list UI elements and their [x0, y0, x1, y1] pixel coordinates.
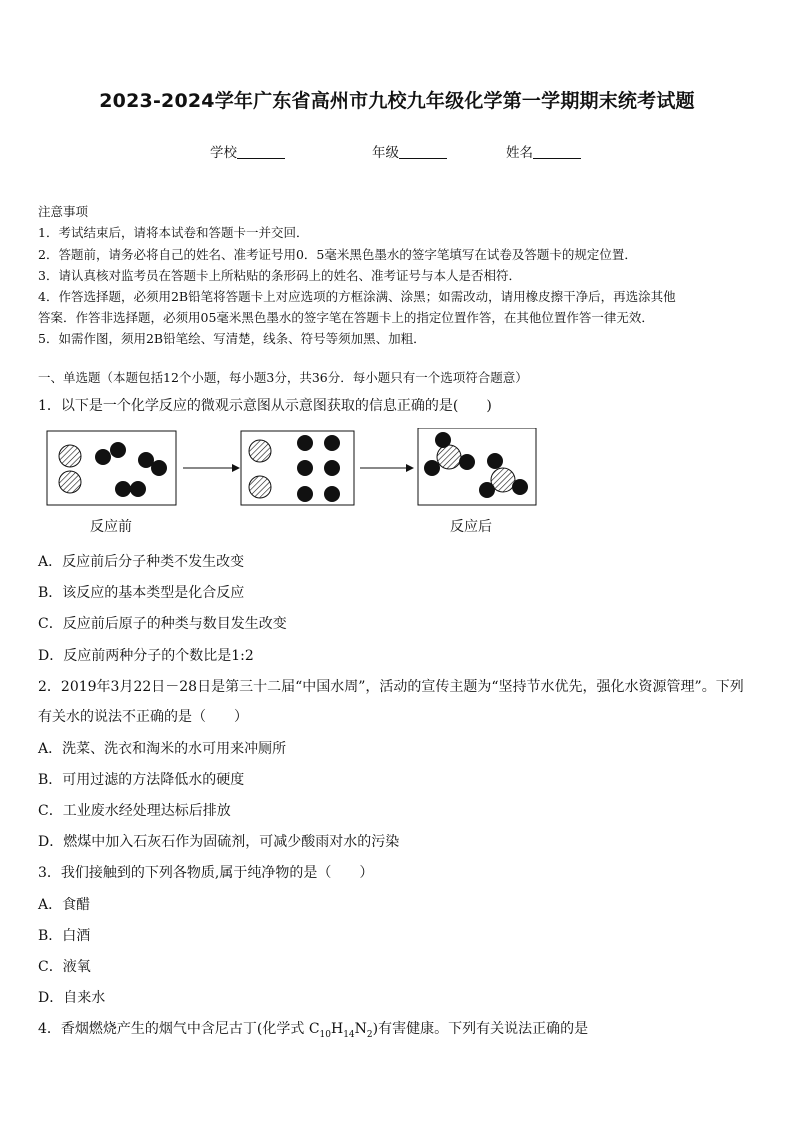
subscript: 14 — [343, 1029, 355, 1040]
subscript: 2 — [366, 1029, 373, 1040]
element-symbol: H — [330, 1021, 344, 1037]
q4-stem-start: 4．香烟燃烧产生的烟气中含尼古丁(化学式 C — [38, 1021, 320, 1037]
black-atom — [424, 460, 440, 476]
grade-blank[interactable] — [399, 144, 447, 159]
black-atom — [324, 460, 340, 476]
option-a[interactable]: A．反应前后分子种类不发生改变 — [38, 554, 245, 570]
grade-field — [372, 141, 447, 161]
option-b[interactable]: B．可用过滤的方法降低水的硬度 — [38, 772, 245, 788]
grade-label: 年级 — [372, 145, 399, 161]
arrow-head-icon — [406, 464, 414, 472]
option-a[interactable]: A．洗菜、洗衣和淘米的水可用来冲厕所 — [38, 741, 287, 757]
option-a[interactable]: A．食醋 — [38, 897, 91, 913]
option-c[interactable]: C．反应前后原子的种类与数目发生改变 — [38, 616, 287, 632]
notice-heading: 注意事项 — [38, 204, 89, 219]
black-atom — [459, 454, 475, 470]
hatched-atom — [59, 445, 81, 467]
subscript: 10 — [319, 1029, 331, 1040]
black-atom — [479, 482, 495, 498]
black-atom — [324, 435, 340, 451]
element-symbol: N — [354, 1021, 367, 1037]
notice-item: 5．如需作图，须用2B铅笔绘、写清楚，线条、符号等须加黑、加粗． — [38, 331, 426, 346]
black-atom — [297, 435, 313, 451]
option-d[interactable]: D．燃煤中加入石灰石作为固硫剂，可减少酸雨对水的污染 — [38, 834, 400, 850]
black-atom — [151, 460, 167, 476]
hatched-atom — [59, 471, 81, 493]
question-stem: 1．以下是一个化学反应的微观示意图从示意图获取的信息正确的是( ) — [38, 398, 492, 414]
section-heading: 一、单选题（本题包括12个小题，每小题3分，共36分．每小题只有一个选项符合题意） — [38, 370, 528, 385]
option-b[interactable]: B．该反应的基本类型是化合反应 — [38, 585, 245, 601]
school-label: 学校 — [210, 145, 237, 161]
black-atom — [130, 481, 146, 497]
q4-stem-end: )有害健康。下列有关说法正确的是 — [372, 1021, 589, 1037]
option-c[interactable]: C．液氧 — [38, 959, 91, 975]
question-stem: 2．2019年3月22日－28日是第三十二届“中国水周”，活动的宣传主题为“坚持节水优先，强化水资源管理”。下列 — [38, 679, 744, 695]
black-atom — [297, 460, 313, 476]
question-stem — [38, 1018, 588, 1040]
black-atom — [435, 432, 451, 448]
name-blank[interactable] — [533, 144, 581, 159]
label-after: 反应后 — [450, 519, 492, 535]
notice-item: 答案．作答非选择题，必须用05毫米黑色墨水的签字笔在答题卡上的指定位置作答，在其他位置作答一律无效． — [38, 310, 654, 325]
option-b[interactable]: B．白酒 — [38, 928, 91, 944]
notice-item: 2．答题前，请务必将自己的姓名、准考证号用0．5毫米黑色墨水的签字笔填写在试卷及答题卡的规定位置． — [38, 247, 637, 262]
school-blank[interactable] — [237, 144, 285, 159]
arrow-head-icon — [232, 464, 240, 472]
black-atom — [512, 479, 528, 495]
black-atom — [115, 481, 131, 497]
black-atom — [487, 453, 503, 469]
option-c[interactable]: C．工业废水经处理达标后排放 — [38, 803, 231, 819]
notice-item: 3．请认真核对监考员在答题卡上所粘贴的条形码上的姓名、准考证号与本人是否相符． — [38, 268, 521, 283]
name-field — [506, 141, 581, 161]
label-before: 反应前 — [90, 519, 132, 535]
question-stem-cont: 有关水的说法不正确的是（ ） — [38, 709, 248, 725]
option-d[interactable]: D．自来水 — [38, 990, 106, 1006]
notice-item: 4．作答选择题，必须用2B铅笔将答题卡上对应选项的方框涂满、涂黑；如需改动，请用橡皮擦干净后，再选涂其他 — [38, 289, 676, 304]
school-field — [210, 141, 285, 161]
black-atom — [110, 442, 126, 458]
page-title: 2023-2024学年广东省高州市九校九年级化学第一学期期末统考试题 — [99, 90, 695, 112]
hatched-atom — [249, 476, 271, 498]
question-stem: 3．我们接触到的下列各物质,属于纯净物的是（ ） — [38, 865, 374, 881]
reaction-diagram — [46, 428, 546, 510]
black-atom — [95, 449, 111, 465]
option-d[interactable]: D．反应前两种分子的个数比是1:2 — [38, 648, 254, 664]
black-atom — [297, 486, 313, 502]
notice-item: 1．考试结束后，请将本试卷和答题卡一并交回． — [38, 225, 309, 240]
hatched-atom — [437, 445, 461, 469]
hatched-atom — [249, 440, 271, 462]
name-label: 姓名 — [506, 145, 533, 161]
black-atom — [324, 486, 340, 502]
